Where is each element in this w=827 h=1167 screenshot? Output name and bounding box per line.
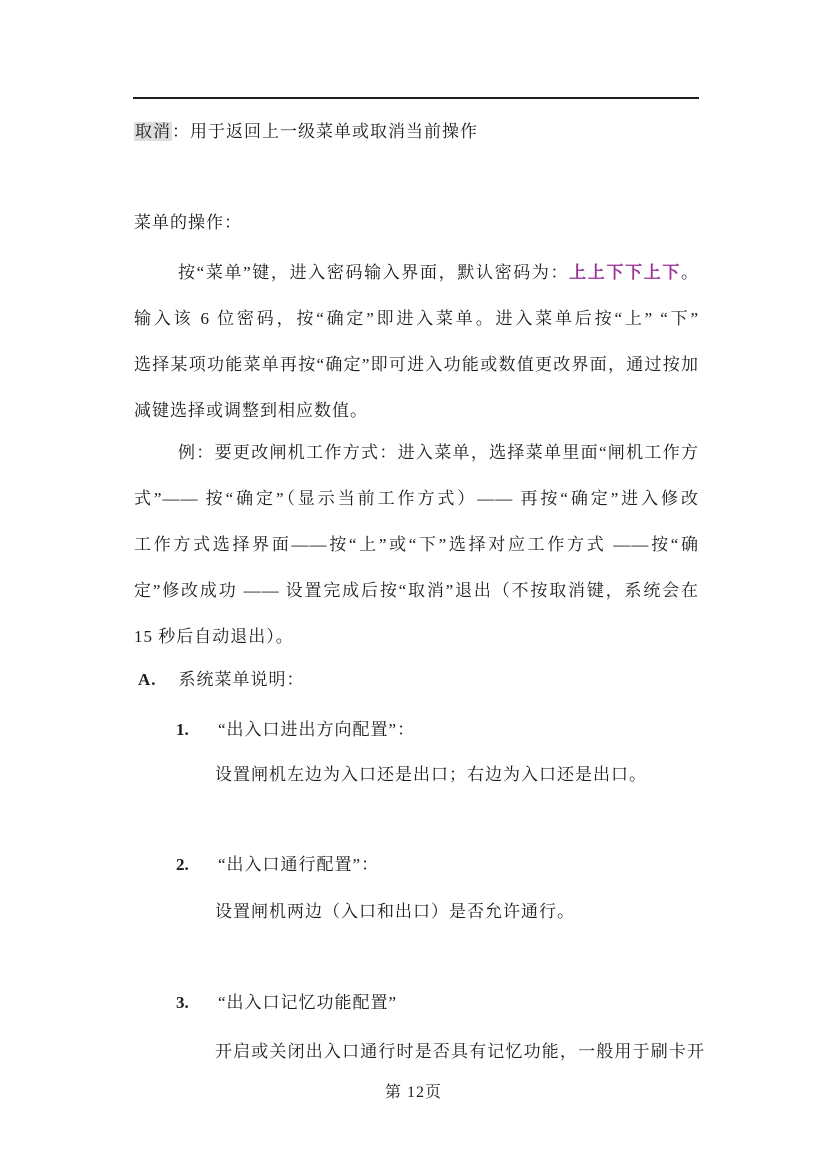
example-line-4: 定”修改成功 —— 设置完成后按“取消”退出（不按取消键，系统会在 [134, 581, 699, 600]
example-line-3: 工作方式选择界面——按“上”或“下”选择对应工作方式 ——按“确 [134, 535, 699, 554]
paragraph-line-4: 减键选择或调整到相应数值。 [134, 401, 368, 420]
example-paragraph [134, 430, 699, 660]
cancel-definition-line [134, 119, 478, 145]
section-a-heading: 系统菜单说明： [178, 670, 305, 689]
password-line-end: 。 [681, 263, 699, 282]
cancel-term-highlight: 取消 [135, 122, 171, 141]
list-item-1-body: 设置闸机左边为入口还是出口；右边为入口还是出口。 [215, 765, 647, 784]
password-line-pre: 按“菜单”键，进入密码输入界面，默认密码为： [178, 263, 570, 282]
cancel-definition-text: ：用于返回上一级菜单或取消当前操作 [172, 122, 478, 141]
list-item-3-body: 开启或关闭出入口通行时是否具有记忆功能，一般用于刷卡开 [215, 1042, 705, 1061]
section-a [138, 667, 305, 693]
paragraph-line-1 [134, 250, 699, 296]
example-line-2: 式”—— 按“确定”（显示当前工作方式）—— 再按“确定”进入修改 [134, 489, 699, 508]
section-a-label: A. [138, 670, 157, 689]
paragraph-line-2: 输入该 6 位密码，按“确定”即进入菜单。进入菜单后按“上” “下” [134, 309, 699, 328]
list-item-1-title: “出入口进出方向配置”： [218, 720, 416, 739]
header-rule [133, 97, 699, 99]
paragraph-line-3: 选择某项功能菜单再按“确定”即可进入功能或数值更改界面，通过按加 [134, 355, 699, 374]
default-password: 上上下下上下 [569, 263, 682, 282]
list-item-2-title: “出入口通行配置”： [218, 855, 380, 874]
list-item-2-number: 2. [176, 855, 189, 874]
password-paragraph [134, 250, 699, 434]
page-number: 第 12页 [384, 1084, 442, 1101]
list-item-3-title: “出入口记忆功能配置” [218, 993, 398, 1012]
list-item-1-number: 1. [176, 720, 189, 739]
list-item-3-number: 3. [176, 993, 189, 1012]
menu-operations-heading: 菜单的操作： [134, 213, 242, 232]
list-item-2-body: 设置闸机两边（入口和出口）是否允许通行。 [215, 902, 575, 921]
example-line-1: 例：要更改闸机工作方式：进入菜单，选择菜单里面“闸机工作方 [178, 443, 699, 462]
example-line-5: 15 秒后自动退出）。 [134, 627, 294, 646]
